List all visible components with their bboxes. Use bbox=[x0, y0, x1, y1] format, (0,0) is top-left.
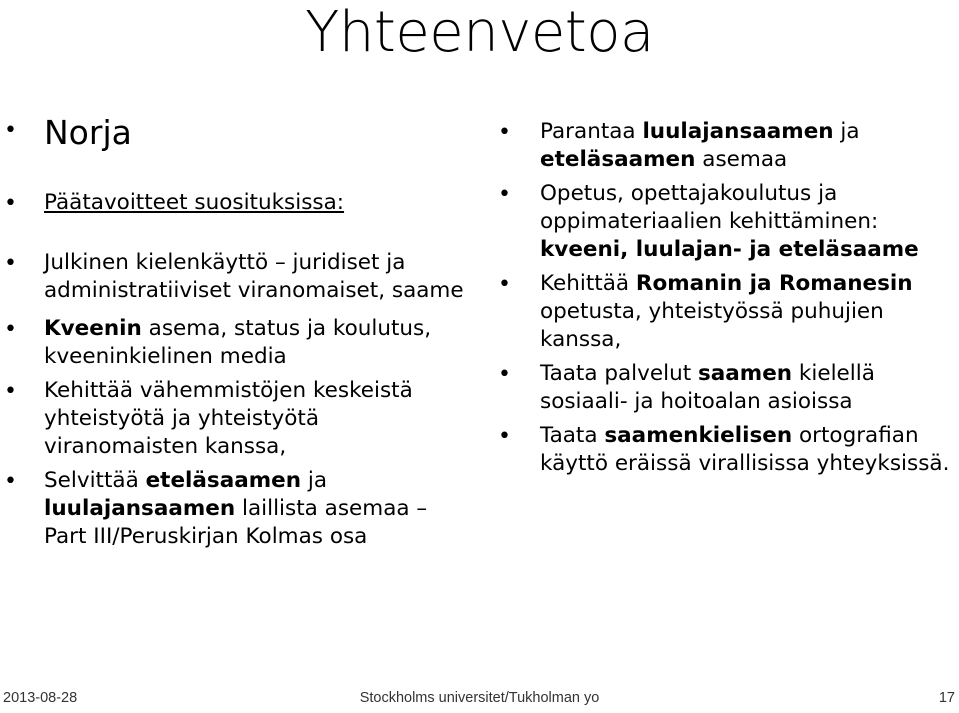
item-text: ja bbox=[833, 119, 860, 144]
item-bold: kveeni, luulajan- ja eteläsaame bbox=[540, 237, 919, 262]
list-item bbox=[0, 315, 470, 371]
bullet-icon: • bbox=[4, 251, 17, 277]
footer-institution: Stockholms universitet/Tukholman yo bbox=[359, 690, 600, 706]
bullet-icon: • bbox=[498, 120, 511, 145]
list-item-subheading bbox=[0, 189, 470, 217]
item-text: kielellä sosiaali- ja hoitoalan asioissa bbox=[540, 361, 875, 414]
bullet-icon: • bbox=[498, 272, 511, 297]
item-bold: luulajansaamen bbox=[44, 496, 236, 522]
left-column bbox=[0, 112, 470, 551]
item-text: opetusta, yhteistyössä puhujien kanssa, bbox=[540, 299, 884, 352]
item-bold: Romanin ja Romanesin bbox=[635, 271, 913, 296]
bullet-icon: • bbox=[4, 191, 17, 217]
item-text: asemaa bbox=[695, 147, 788, 172]
heading-norja: Norja bbox=[44, 113, 132, 152]
bullet-icon: • bbox=[498, 182, 511, 207]
item-text: Kehittää vähemmistöjen keskeistä yhteistyötä ja yhteistyötä viranomaisten kanssa, bbox=[44, 378, 413, 460]
item-text: Parantaa bbox=[540, 119, 643, 144]
item-text: asema, status ja koulutus, kveeninkielinen media bbox=[44, 316, 432, 370]
item-bold: Kveenin bbox=[44, 316, 142, 342]
item-bold: eteläsaamen bbox=[145, 468, 302, 494]
list-item bbox=[490, 180, 950, 264]
item-text: Kehittää bbox=[540, 271, 636, 296]
bullet-icon: • bbox=[4, 317, 17, 343]
list-item bbox=[0, 377, 470, 461]
bullet-icon: • bbox=[498, 424, 511, 449]
item-text: Julkinen kielenkäyttö – juridiset ja administratiiviset viranomaiset, saame bbox=[44, 250, 464, 304]
list-item-heading bbox=[0, 112, 470, 153]
list-item bbox=[0, 249, 470, 305]
list-item bbox=[490, 422, 950, 478]
list-item bbox=[490, 360, 950, 416]
right-column bbox=[490, 118, 950, 478]
item-bold: saamenkielisen bbox=[604, 423, 793, 448]
item-text: Opetus, opettajakoulutus ja oppimateriaalien kehittäminen: bbox=[540, 181, 879, 234]
item-bold: saamen bbox=[697, 361, 793, 386]
footer-page-number: 17 bbox=[938, 690, 955, 706]
item-text: ja bbox=[301, 468, 328, 494]
footer-date: 2013-08-28 bbox=[3, 690, 78, 706]
item-bold: eteläsaamen bbox=[540, 147, 696, 172]
bullet-icon: • bbox=[4, 118, 17, 143]
bullet-icon: • bbox=[498, 362, 511, 387]
subheading-text: Päätavoitteet suosituksissa: bbox=[44, 190, 345, 216]
list-item bbox=[0, 467, 470, 551]
item-text: Taata palvelut bbox=[540, 361, 698, 386]
item-text: Selvittää bbox=[44, 468, 146, 494]
slide-title: Yhteenvetoa bbox=[305, 0, 654, 65]
bullet-icon: • bbox=[4, 379, 17, 405]
item-text: Taata bbox=[540, 423, 605, 448]
list-item bbox=[490, 118, 950, 174]
item-bold: luulajansaamen bbox=[642, 119, 834, 144]
item-text: laillista asemaa – Part III/Peruskirjan Kolmas osa bbox=[44, 496, 428, 550]
item-text: ortografian käyttö eräissä virallisissa yhteyksissä. bbox=[540, 423, 950, 476]
bullet-icon: • bbox=[4, 469, 17, 495]
list-item bbox=[490, 270, 950, 354]
